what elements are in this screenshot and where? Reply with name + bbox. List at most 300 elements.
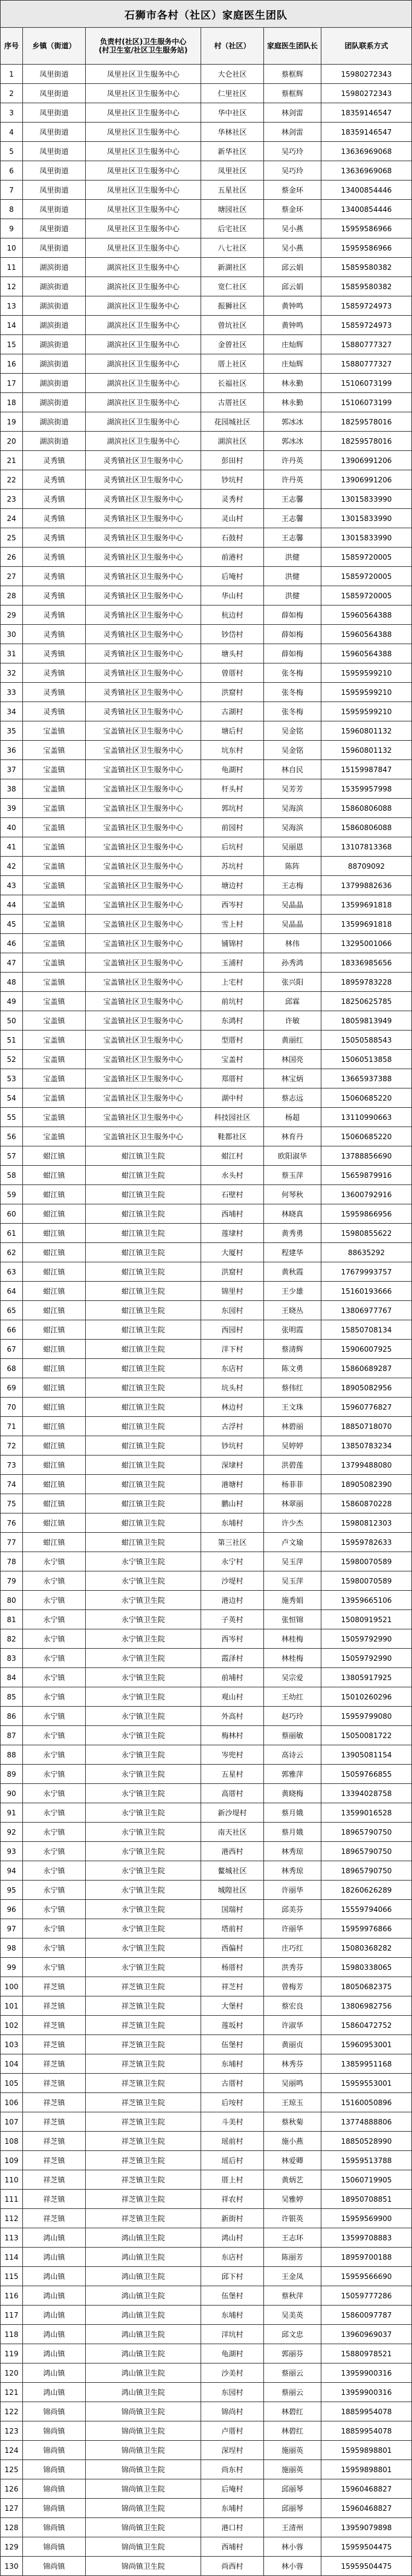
cell-index: 39 [0,799,23,818]
cell-village: 钞坑村 [201,1436,264,1456]
cell-phone: 15859720005 [321,586,412,606]
header-center-label-line2: (村卫生室/社区卫生服务站) [98,46,188,54]
cell-phone: 15860870228 [321,1494,412,1513]
cell-town: 蚶江镇 [23,1436,86,1456]
cell-leader: 王志梅 [264,876,321,895]
cell-village: 前坑村 [201,992,264,1011]
cell-town: 蚶江镇 [23,1166,86,1185]
table-row [0,2479,412,2499]
cell-leader: 许丹英 [264,451,321,470]
cell-center: 鸿山镇卫生院 [86,2325,201,2344]
cell-index: 47 [0,953,23,973]
cell-center: 宝盖镇社区卫生服务中心 [86,1050,201,1069]
cell-village: 湖滨社区 [201,432,264,451]
cell-index: 38 [0,779,23,799]
cell-leader: 赵巧玲 [264,1707,321,1726]
cell-village: 岑兜村 [201,1745,264,1765]
cell-leader: 蔡秋菊 [264,2112,321,2132]
cell-town: 凤里街道 [23,103,86,123]
table-row [0,1610,412,1629]
cell-phone: 13906991206 [321,470,412,490]
cell-phone: 15959599210 [321,683,412,702]
cell-index: 108 [0,2132,23,2151]
cell-phone: 13905081154 [321,1745,412,1765]
cell-phone: 13107813368 [321,837,412,857]
cell-village: 上宅村 [201,973,264,992]
cell-leader: 郭雅萍 [264,1765,321,1784]
cell-phone: 15859724973 [321,296,412,316]
table-row [0,393,412,412]
cell-leader: 洪秀芬 [264,1958,321,1977]
cell-town: 灵秀镇 [23,606,86,625]
cell-village: 塘边村 [201,876,264,895]
cell-leader: 黄晓梅 [264,1784,321,1803]
cell-phone: 15959504475 [321,2557,412,2576]
cell-town: 永宁镇 [23,1649,86,1668]
cell-index: 49 [0,992,23,1011]
table-row [0,219,412,238]
cell-town: 宝盖镇 [23,779,86,799]
cell-index: 77 [0,1533,23,1552]
cell-village: 苏坑村 [201,857,264,876]
table-row [0,2421,412,2441]
cell-phone: 15106073199 [321,374,412,393]
cell-center: 鸿山镇卫生院 [86,2363,201,2383]
cell-index: 124 [0,2441,23,2460]
cell-leader: 蔡月娥 [264,1823,321,1842]
cell-town: 湖滨街道 [23,296,86,316]
cell-phone: 15059792990 [321,1649,412,1668]
table-row [0,2016,412,2035]
cell-phone: 88635292 [321,1243,412,1262]
cell-index: 101 [0,1996,23,2016]
cell-town: 鸿山镇 [23,2325,86,2344]
cell-index: 96 [0,1900,23,1919]
cell-leader: 蔡秋萍 [264,2286,321,2306]
cell-leader: 林国亮 [264,1050,321,1069]
cell-index: 2 [0,84,23,103]
table-row [0,2383,412,2402]
cell-center: 湖滨社区卫生服务中心 [86,258,201,277]
cell-village: 观山村 [201,1687,264,1707]
table-row [0,973,412,992]
cell-leader: 蔡宏良 [264,1996,321,2016]
cell-center: 蚶江镇卫生院 [86,1533,201,1552]
header-center-label-line1: 负责村(社区)卫生服务中心 [100,37,187,46]
cell-town: 湖滨街道 [23,277,86,296]
table-row [0,721,412,741]
table-row [0,1127,412,1146]
cell-leader: 王志环 [264,2228,321,2248]
cell-village: 古厝村 [201,2074,264,2093]
cell-center: 祥芝镇卫生院 [86,2016,201,2035]
cell-leader: 吴金铭 [264,721,321,741]
cell-village: 古厝社区 [201,393,264,412]
cell-phone: 13959079898 [321,2518,412,2537]
cell-village: 卢厝村 [201,2421,264,2441]
cell-index: 75 [0,1494,23,1513]
table-row [0,1282,412,1301]
cell-phone: 18359146547 [321,103,412,123]
cell-town: 凤里街道 [23,200,86,219]
cell-leader: 许淑华 [264,2016,321,2035]
cell-center: 凤里社区卫生服务中心 [86,181,201,200]
cell-village: 前园村 [201,818,264,837]
cell-leader: 施丽英 [264,2441,321,2460]
cell-index: 97 [0,1919,23,1938]
cell-town: 蚶江镇 [23,1243,86,1262]
cell-leader: 曾梅芳 [264,1977,321,1996]
cell-village: 钞坑村 [201,470,264,490]
header-town-label: 乡镇（街道） [32,42,76,50]
cell-town: 祥芝镇 [23,2209,86,2228]
cell-village: 杆头村 [201,779,264,799]
cell-village: 郭坑村 [201,799,264,818]
cell-phone: 13799882636 [321,876,412,895]
cell-phone: 15880978521 [321,2344,412,2363]
cell-phone: 13636969068 [321,142,412,161]
cell-town: 宝盖镇 [23,741,86,760]
table-row [0,451,412,470]
cell-phone: 18905082956 [321,1378,412,1398]
cell-village: 东埔村 [201,2306,264,2325]
cell-phone: 18850718070 [321,1417,412,1436]
cell-center: 永宁镇卫生院 [86,1571,201,1591]
cell-village: 华山村 [201,586,264,606]
cell-town: 蚶江镇 [23,1224,86,1243]
cell-village: 林边村 [201,1398,264,1417]
cell-town: 祥芝镇 [23,1996,86,2016]
cell-phone: 15960468827 [321,2499,412,2518]
cell-phone: 15959599210 [321,663,412,683]
cell-phone: 15159987847 [321,760,412,779]
cell-index: 130 [0,2557,23,2576]
cell-center: 祥芝镇卫生院 [86,2209,201,2228]
cell-village: 古浮村 [201,1417,264,1436]
cell-leader: 吴晶晶 [264,895,321,915]
cell-index: 61 [0,1224,23,1243]
table-row [0,2074,412,2093]
table-row [0,84,412,103]
cell-leader: 蔡月娥 [264,1803,321,1823]
cell-center: 凤里社区卫生服务中心 [86,123,201,142]
table-row [0,123,412,142]
cell-town: 锦尚镇 [23,2518,86,2537]
table-row [0,1571,412,1591]
cell-index: 98 [0,1938,23,1958]
cell-town: 蚶江镇 [23,1494,86,1513]
cell-phone: 15050081722 [321,1726,412,1745]
cell-town: 永宁镇 [23,1842,86,1861]
cell-leader: 蔡丽云 [264,2383,321,2402]
cell-town: 蚶江镇 [23,1417,86,1436]
cell-center: 永宁镇卫生院 [86,1591,201,1610]
cell-village: 塔前村 [201,1919,264,1938]
table-row [0,316,412,335]
cell-leader: 吴海滨 [264,818,321,837]
table-row [0,2170,412,2190]
cell-town: 永宁镇 [23,1668,86,1687]
cell-leader: 吴婷婷 [264,1436,321,1456]
cell-center: 永宁镇卫生院 [86,1919,201,1938]
cell-village: 锦尚村 [201,2402,264,2421]
cell-leader: 林育丹 [264,1127,321,1146]
cell-index: 60 [0,1204,23,1224]
cell-town: 永宁镇 [23,1591,86,1610]
cell-village: 塘头村 [201,644,264,663]
cell-leader: 邱丽琴 [264,2479,321,2499]
cell-phone: 15859580382 [321,277,412,296]
cell-center: 宝盖镇社区卫生服务中心 [86,992,201,1011]
cell-center: 湖滨社区卫生服务中心 [86,374,201,393]
table-row [0,374,412,393]
cell-index: 41 [0,837,23,857]
cell-leader: 黄钟鸣 [264,316,321,335]
cell-village: 郑厝村 [201,1069,264,1088]
cell-phone: 18050682375 [321,1977,412,1996]
cell-village: 东埔村 [201,2499,264,2518]
cell-center: 湖滨社区卫生服务中心 [86,316,201,335]
cell-town: 灵秀镇 [23,586,86,606]
cell-village: 龟湖村 [201,2344,264,2363]
cell-phone: 13400854446 [321,200,412,219]
cell-village: 西偏村 [201,1938,264,1958]
cell-village: 深埭村 [201,1456,264,1475]
cell-village: 玉浦村 [201,953,264,973]
cell-index: 3 [0,103,23,123]
cell-index: 52 [0,1050,23,1069]
table-row [0,837,412,857]
cell-leader: 薛如梅 [264,644,321,663]
cell-center: 湖滨社区卫生服务中心 [86,335,201,354]
cell-index: 76 [0,1513,23,1533]
cell-village: 铺锦村 [201,934,264,953]
table-row [0,1823,412,1842]
cell-index: 78 [0,1552,23,1571]
table-row [0,1475,412,1494]
cell-town: 湖滨街道 [23,335,86,354]
cell-leader: 蔡框辉 [264,84,321,103]
cell-town: 宝盖镇 [23,895,86,915]
cell-village: 古湖村 [201,702,264,721]
table-row [0,200,412,219]
cell-index: 22 [0,470,23,490]
cell-town: 永宁镇 [23,1610,86,1629]
cell-phone: 15980272343 [321,84,412,103]
cell-phone: 15850708134 [321,1320,412,1340]
cell-center: 祥芝镇卫生院 [86,2074,201,2093]
cell-center: 宝盖镇社区卫生服务中心 [86,760,201,779]
cell-phone: 15960953001 [321,2035,412,2054]
cell-center: 永宁镇卫生院 [86,1823,201,1842]
table-row [0,181,412,200]
cell-phone: 15960776827 [321,1398,412,1417]
table-row [0,1707,412,1726]
cell-center: 宝盖镇社区卫生服务中心 [86,953,201,973]
cell-leader: 吴玉萍 [264,1571,321,1591]
cell-leader: 张兴阳 [264,973,321,992]
cell-leader: 蔡金环 [264,181,321,200]
cell-index: 79 [0,1571,23,1591]
cell-town: 鸿山镇 [23,2363,86,2383]
cell-center: 祥芝镇卫生院 [86,2035,201,2054]
cell-center: 蚶江镇卫生院 [86,1494,201,1513]
cell-center: 蚶江镇卫生院 [86,1185,201,1204]
cell-village: 后垵村 [201,2093,264,2112]
cell-leader: 王金凤 [264,2267,321,2286]
cell-phone: 15060685220 [321,1088,412,1108]
cell-center: 宝盖镇社区卫生服务中心 [86,973,201,992]
cell-town: 永宁镇 [23,1745,86,1765]
cell-town: 宝盖镇 [23,818,86,837]
cell-village: 洋下村 [201,1340,264,1359]
cell-phone: 15959586966 [321,219,412,238]
cell-village: 曾坑社区 [201,316,264,335]
cell-center: 祥芝镇卫生院 [86,1977,201,1996]
cell-village: 东园村 [201,2383,264,2402]
cell-center: 鸿山镇卫生院 [86,2383,201,2402]
table-row [0,1591,412,1610]
cell-village: 华中社区 [201,103,264,123]
cell-village: 梅林村 [201,1726,264,1745]
cell-town: 永宁镇 [23,1707,86,1726]
cell-village: 邱下村 [201,2267,264,2286]
cell-index: 62 [0,1243,23,1262]
cell-center: 鸿山镇卫生院 [86,2344,201,2363]
cell-center: 湖滨社区卫生服务中心 [86,393,201,412]
table-row [0,760,412,779]
cell-index: 69 [0,1378,23,1398]
cell-village: 龟湖村 [201,760,264,779]
table-row [0,2557,412,2576]
table-row [0,1050,412,1069]
cell-index: 24 [0,509,23,528]
cell-village: 子英村 [201,1610,264,1629]
cell-leader: 蔡志远 [264,1088,321,1108]
cell-town: 宝盖镇 [23,1069,86,1088]
cell-town: 锦尚镇 [23,2402,86,2421]
table-row [0,1224,412,1243]
cell-index: 99 [0,1958,23,1977]
table-row [0,1378,412,1398]
table-row [0,1262,412,1282]
cell-index: 6 [0,161,23,181]
cell-index: 46 [0,934,23,953]
cell-leader: 林秀琼 [264,1842,321,1861]
table-row [0,1359,412,1378]
table-row [0,1938,412,1958]
cell-index: 73 [0,1456,23,1475]
cell-center: 灵秀镇社区卫生服务中心 [86,625,201,644]
cell-phone: 15860806088 [321,818,412,837]
cell-leader: 何琴秋 [264,1185,321,1204]
table-row [0,2267,412,2286]
table-row [0,1919,412,1938]
cell-index: 80 [0,1591,23,1610]
cell-town: 凤里街道 [23,142,86,161]
cell-phone: 15959513788 [321,2151,412,2170]
cell-leader: 张恒锦 [264,1610,321,1629]
cell-village: 振狮社区 [201,296,264,316]
cell-leader: 林伟 [264,934,321,953]
cell-leader: 张冬梅 [264,683,321,702]
cell-index: 105 [0,2074,23,2093]
cell-leader: 林翠丽 [264,1494,321,1513]
cell-center: 宝盖镇社区卫生服务中心 [86,1031,201,1050]
cell-index: 116 [0,2286,23,2306]
cell-leader: 薛如梅 [264,625,321,644]
table-row [0,915,412,934]
cell-center: 锦尚镇卫生院 [86,2557,201,2576]
cell-index: 20 [0,432,23,451]
cell-center: 蚶江镇卫生院 [86,1166,201,1185]
cell-phone: 13015833990 [321,509,412,528]
cell-phone: 18059813949 [321,1011,412,1031]
cell-village: 东埔村 [201,1513,264,1533]
cell-leader: 许少杰 [264,1513,321,1533]
cell-town: 祥芝镇 [23,1977,86,1996]
cell-center: 湖滨社区卫生服务中心 [86,277,201,296]
cell-phone: 13806977767 [321,1301,412,1320]
table-row [0,1108,412,1127]
cell-index: 66 [0,1320,23,1340]
cell-center: 灵秀镇社区卫生服务中心 [86,567,201,586]
cell-index: 28 [0,586,23,606]
cell-town: 灵秀镇 [23,625,86,644]
table-body [0,65,412,2576]
cell-index: 100 [0,1977,23,1996]
cell-index: 118 [0,2325,23,2344]
cell-index: 11 [0,258,23,277]
cell-town: 鸿山镇 [23,2267,86,2286]
cell-town: 永宁镇 [23,1823,86,1842]
cell-town: 凤里街道 [23,65,86,84]
cell-town: 蚶江镇 [23,1398,86,1417]
cell-phone: 13295001066 [321,934,412,953]
cell-town: 永宁镇 [23,1938,86,1958]
cell-phone: 13805917925 [321,1668,412,1687]
cell-village: 莲埭村 [201,1224,264,1243]
cell-center: 蚶江镇卫生院 [86,1398,201,1417]
cell-town: 灵秀镇 [23,451,86,470]
cell-town: 湖滨街道 [23,393,86,412]
cell-town: 宝盖镇 [23,915,86,934]
cell-town: 永宁镇 [23,1861,86,1881]
cell-center: 宝盖镇社区卫生服务中心 [86,1108,201,1127]
cell-town: 永宁镇 [23,1629,86,1649]
cell-leader: 欧阳淑华 [264,1146,321,1166]
cell-phone: 15080919521 [321,1610,412,1629]
cell-center: 灵秀镇社区卫生服务中心 [86,470,201,490]
table-row [0,1513,412,1533]
cell-town: 灵秀镇 [23,490,86,509]
cell-index: 7 [0,181,23,200]
cell-town: 宝盖镇 [23,934,86,953]
cell-village: 东鸿村 [201,1011,264,1031]
cell-town: 永宁镇 [23,1726,86,1745]
cell-center: 灵秀镇社区卫生服务中心 [86,586,201,606]
cell-village: 后埯村 [201,2479,264,2499]
cell-leader: 蔡丽敏 [264,1726,321,1745]
cell-phone: 15906007925 [321,1340,412,1359]
cell-center: 宝盖镇社区卫生服务中心 [86,1011,201,1031]
cell-phone: 15960801132 [321,721,412,741]
table-row [0,335,412,354]
cell-village: 仁里社区 [201,84,264,103]
cell-village: 大仑社区 [201,65,264,84]
cell-index: 26 [0,548,23,567]
cell-town: 永宁镇 [23,1784,86,1803]
